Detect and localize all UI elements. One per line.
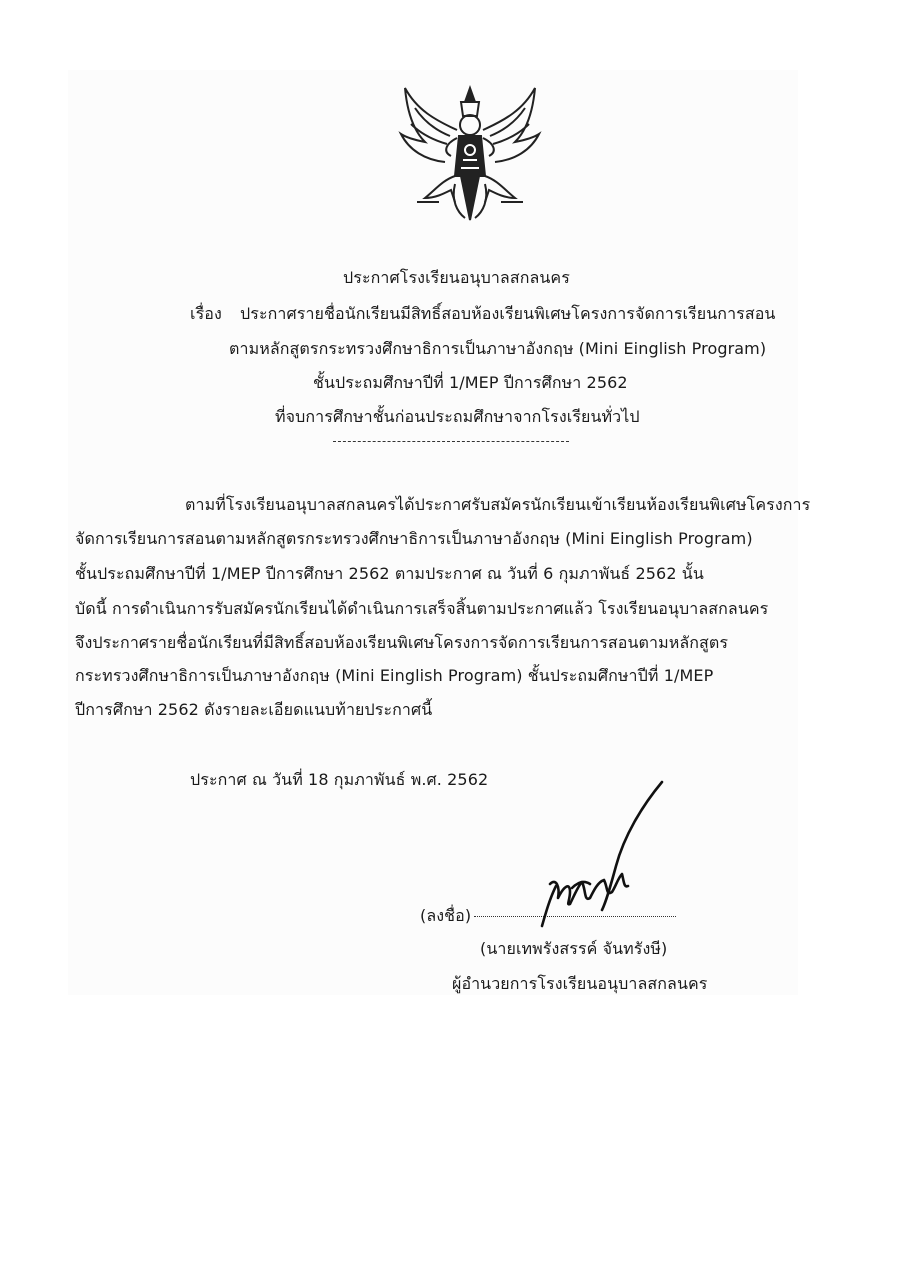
body-line: จัดการเรียนการสอนตามหลักสูตรกระทรวงศึกษาธิการเป็นภาษาอังกฤษ (Mini Einglish Program): [75, 529, 753, 548]
subject-line-1: ประกาศรายชื่อนักเรียนมีสิทธิ์สอบห้องเรียนพิเศษโครงการจัดการเรียนการสอน: [240, 304, 776, 323]
body-line: ชั้นประถมศึกษาปีที่ 1/MEP ปีการศึกษา 2562 ตามประกาศ ณ วันที่ 6 กุมภาพันธ์ 2562 นั้น: [75, 564, 704, 583]
body-line: ปีการศึกษา 2562 ดังรายละเอียดแนบท้ายประกาศนี้: [75, 700, 433, 719]
signed-label: (ลงชื่อ): [420, 906, 472, 925]
page-title: ประกาศโรงเรียนอนุบาลสกลนคร: [343, 268, 570, 287]
subject-line-4: ที่จบการศึกษาชั้นก่อนประถมศึกษาจากโรงเรียนทั่วไป: [275, 407, 640, 426]
body-line: บัดนี้ การดำเนินการรับสมัครนักเรียนได้ดำเนินการเสร็จสิ้นตามประกาศแล้ว โรงเรียนอนุบาลสกลนคร: [75, 599, 769, 618]
subject-label: เรื่อง: [190, 304, 222, 323]
signatory-position: ผู้อำนวยการโรงเรียนอนุบาลสกลนคร: [452, 974, 708, 993]
header-separator: [333, 441, 569, 442]
handwritten-signature: [520, 770, 690, 950]
signatory-name: (นายเทพรังสรรค์ จันทรังษี): [480, 939, 668, 958]
body-line: ตามที่โรงเรียนอนุบาลสกลนครได้ประกาศรับสมัครนักเรียนเข้าเรียนห้องเรียนพิเศษโครงการ: [185, 495, 811, 514]
subject-line-3: ชั้นประถมศึกษาปีที่ 1/MEP ปีการศึกษา 2562: [313, 373, 628, 392]
subject-line-2: ตามหลักสูตรกระทรวงศึกษาธิการเป็นภาษาอังกฤษ (Mini Einglish Program): [229, 339, 767, 358]
body-line: จึงประกาศรายชื่อนักเรียนที่มีสิทธิ์สอบห้องเรียนพิเศษโครงการจัดการเรียนการสอนตามหลักสูตร: [75, 633, 729, 652]
garuda-emblem-icon: [395, 80, 545, 230]
announcement-date: ประกาศ ณ วันที่ 18 กุมภาพันธ์ พ.ศ. 2562: [190, 770, 489, 789]
body-line: กระทรวงศึกษาธิการเป็นภาษาอังกฤษ (Mini Einglish Program) ชั้นประถมศึกษาปีที่ 1/MEP: [75, 666, 714, 685]
